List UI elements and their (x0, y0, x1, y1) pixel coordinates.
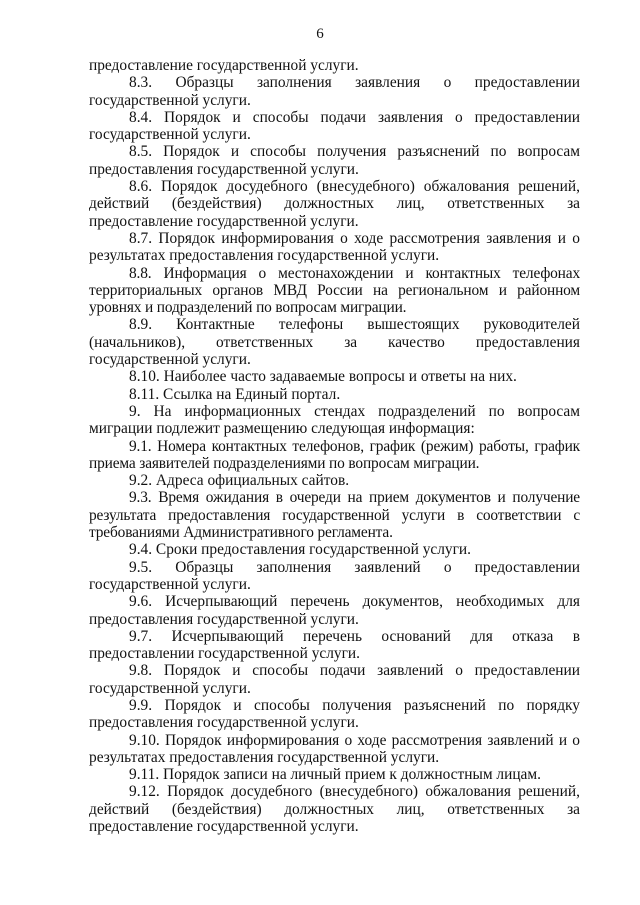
paragraph: 9. На информационных стендах подразделений по вопросам миграции подлежит размещению следующая информация: (89, 402, 580, 438)
paragraph: 8.9. Контактные телефоны вышестоящих руководителей (начальников), ответственных за качество предоставления государственной услуги. (89, 316, 580, 369)
paragraph: 8.3. Образцы заполнения заявления о предоставлении государственной услуги. (89, 74, 580, 109)
paragraph: 8.6. Порядок досудебного (внесудебного) обжалования решений, действий (бездействия) должностных лиц, ответственных за предоставление государственной услуги. (89, 178, 580, 230)
paragraph: 9.2. Адреса официальных сайтов. (129, 472, 350, 490)
paragraph: 8.4. Порядок и способы подачи заявления о предоставлении государственной услуги. (89, 108, 580, 144)
paragraph: 9.5. Образцы заполнения заявлений о предоставлении государственной услуги. (89, 558, 580, 593)
paragraph: 9.4. Сроки предоставления государственной услуги. (129, 541, 472, 559)
page-number: 6 (316, 26, 324, 42)
paragraph: предоставление государственной услуги. (89, 57, 359, 74)
paragraph: 9.11. Порядок записи на личный прием к должностным лицам. (129, 766, 541, 784)
paragraph: 8.5. Порядок и способы получения разъяснений по вопросам предоставления государственной услуги. (89, 143, 580, 178)
paragraph: 9.9. Порядок и способы получения разъяснений по порядку предоставления государственной услуги. (89, 696, 580, 732)
document-body (89, 57, 580, 835)
paragraph: 9.7. Исчерпывающий перечень оснований для отказа в предоставлении государственной услуги. (89, 627, 580, 663)
paragraph: 8.8. Информация о местонахождении и контактных телефонах территориальных органов МВД России на региональном и районном уровнях и подразделений по вопросам миграции. (89, 264, 580, 317)
paragraph: 9.3. Время ожидания в очереди на прием документов и получение результата предоставления государственной услуги в соответствии с требованиями Административного регламента. (89, 489, 580, 542)
paragraph: 8.7. Порядок информирования о ходе рассмотрения заявления и о результатах предоставления государственной услуги. (89, 229, 580, 265)
paragraph: 9.8. Порядок и способы подачи заявлений о предоставлении государственной услуги. (89, 662, 580, 697)
paragraph: 9.10. Порядок информирования о ходе рассмотрения заявлений и о результатах предоставления государственной услуги. (89, 731, 580, 766)
paragraph: 8.11. Ссылка на Единый портал. (129, 385, 341, 403)
paragraph: 9.1. Номера контактных телефонов, график (режим) работы, график приема заявителей подразделениями по вопросам миграции. (89, 437, 580, 472)
paragraph: 9.6. Исчерпывающий перечень документов, необходимых для предоставления государственной услуги. (89, 593, 580, 628)
paragraph: 8.10. Наиболее часто задаваемые вопросы и ответы на них. (129, 368, 517, 386)
paragraph: 9.12. Порядок досудебного (внесудебного) обжалования решений, действий (бездействия) должностных лиц, ответственных за предоставление государственной услуги. (89, 783, 580, 836)
